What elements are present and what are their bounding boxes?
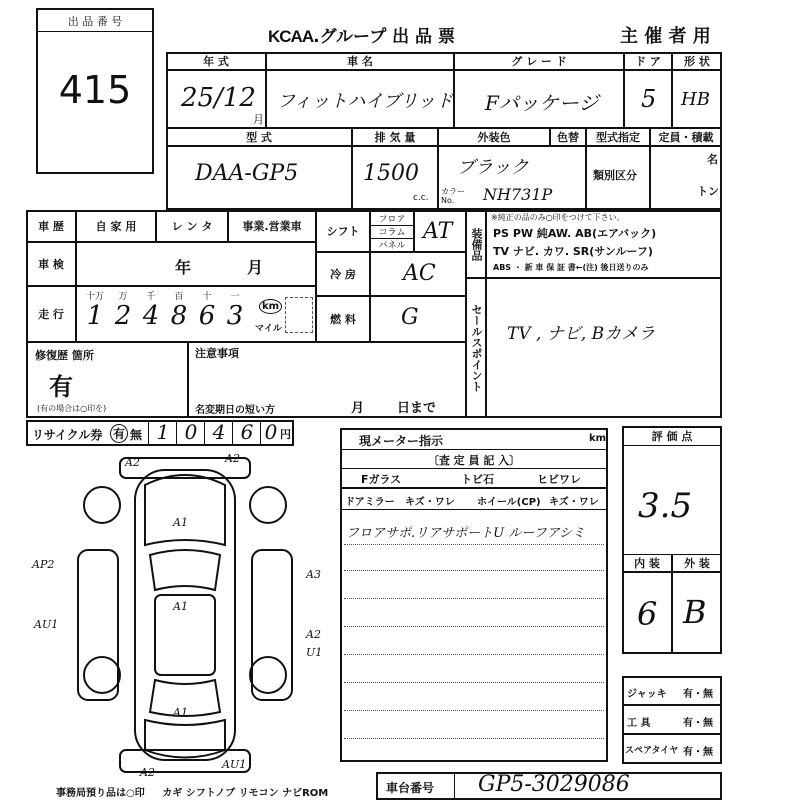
glass-option-chip: トビ石 — [461, 473, 494, 486]
mirror-option: キズ・ワレ — [405, 497, 455, 508]
grade-value: Fパッケージ — [485, 91, 599, 115]
interior-cell — [622, 572, 672, 654]
ac-label: 冷 房 — [316, 252, 370, 296]
sales-text: TV , ナビ, Bカメラ — [507, 324, 656, 344]
capacity-unit-ton: トン — [697, 185, 719, 198]
exterior-rating-label: 外 装 — [672, 554, 722, 572]
meter-row — [340, 428, 608, 450]
deadline-month: 月 — [351, 401, 365, 416]
fuel-label: 燃 料 — [316, 296, 370, 342]
chassis-divider — [454, 774, 455, 798]
damage-mark: A1 — [173, 600, 188, 613]
damage-mark: AU1 — [222, 758, 247, 771]
model-cell — [166, 146, 352, 210]
recycle-digit: 4 — [204, 420, 233, 444]
exterior-cell — [672, 572, 722, 654]
ruled-line — [344, 682, 604, 683]
wheel-rear-left — [84, 657, 120, 693]
shift-column: コラム — [371, 225, 413, 239]
history-business-option: 事業.営業車 — [228, 210, 316, 242]
office-items: カギ シフトノブ リモコン ナビROM — [162, 788, 329, 799]
damage-mark: A3 — [306, 568, 321, 581]
recycle-digit: 1 — [148, 420, 177, 444]
exterior-cell — [438, 146, 586, 210]
accessory-value: 有・無 — [683, 718, 713, 729]
mileage-unit: 百 — [174, 292, 184, 302]
accessory-label: ジャッキ — [627, 689, 667, 700]
mileage-digit: 6 — [198, 301, 216, 331]
history-rental-option: レ ン タ — [156, 210, 228, 242]
color-code-label: カラー No. — [441, 187, 465, 205]
shift-floor: フロア — [371, 212, 413, 226]
ac-value-cell — [370, 252, 466, 296]
repair-value: 有 — [49, 373, 73, 401]
mileage-unit: 十万 — [85, 292, 104, 302]
fuel-value-cell — [370, 296, 466, 342]
fuel-value: G — [401, 305, 419, 330]
shift-label: シフト — [316, 210, 370, 252]
lot-label: 出 品 番 号 — [38, 10, 152, 32]
damage-mark: A2 — [125, 456, 140, 469]
ac-value: AC — [403, 261, 436, 286]
damage-mark: AP2 — [32, 558, 55, 571]
name-cell — [266, 70, 454, 128]
equipment-note: ※純正の品のみ○印をつけて下さい。 — [491, 213, 625, 222]
meter-unit: km — [589, 433, 607, 444]
ruled-line — [344, 626, 604, 627]
accessory-label: スペアタイヤ — [625, 746, 679, 756]
damage-mark: A1 — [173, 516, 188, 529]
recycle-digit: 0 — [176, 420, 205, 444]
sales-cell — [486, 278, 722, 418]
inspector-section-label: 〔査 定 員 記 入〕 — [427, 454, 521, 467]
accessory-value: 有・無 — [683, 689, 713, 700]
repair-label: 修復歴 箇所 — [35, 349, 94, 362]
mirror-label: ドアミラー — [345, 497, 395, 508]
accessory-row — [622, 734, 722, 764]
shift-value-cell — [414, 210, 466, 252]
mile-label: マイル — [255, 324, 282, 334]
lot-number-box — [36, 8, 154, 174]
exterior-value: B — [683, 593, 707, 631]
repair-cell — [26, 342, 188, 418]
car-damage-diagram — [30, 450, 340, 780]
exterior-value: ブラック — [457, 157, 529, 178]
mileage-unit: 一 — [230, 292, 240, 302]
glass-option-crack: ヒビワレ — [537, 473, 581, 486]
notes-label: 注意事項 — [195, 347, 239, 360]
mileage-label: 走 行 — [26, 286, 76, 342]
recycle-box — [26, 420, 294, 446]
type-spec-cell — [586, 146, 650, 210]
repair-hint: (有の場合は○印を) — [37, 404, 107, 413]
name-value: フィットハイブリッド — [277, 91, 454, 112]
ruled-line — [344, 598, 604, 599]
chassis-label: 車台番号 — [386, 781, 435, 795]
grade-cell — [454, 70, 624, 128]
mileage-blank-box — [285, 297, 313, 333]
damage-mark: A2 — [306, 628, 321, 641]
equipment-line2: TV ナビ. カワ. SR(サンルーフ) — [493, 245, 653, 258]
recycle-digit: 0 — [260, 420, 281, 444]
mileage-unit: 万 — [118, 292, 128, 302]
mileage-cell — [76, 286, 316, 342]
mirror-row — [340, 488, 608, 510]
shape-cell — [672, 70, 722, 128]
km-label: km — [259, 299, 282, 314]
ruled-line — [344, 544, 604, 545]
doors-value: 5 — [641, 85, 657, 113]
engine-unit: c.c. — [413, 193, 429, 203]
equipment-label: 装備品 — [466, 210, 486, 278]
engine-value: 1500 — [363, 161, 419, 186]
mileage-digit: 4 — [142, 301, 160, 331]
mileage-unit: 十 — [202, 292, 212, 302]
deadline-day: 日まで — [397, 401, 437, 416]
ruled-line — [344, 570, 604, 571]
glass-label: Fガラス — [361, 473, 402, 486]
accessory-row — [622, 705, 722, 734]
color-change-label: 色替 — [550, 128, 586, 146]
lot-number: 415 — [58, 68, 132, 112]
damage-mark: A1 — [173, 706, 188, 719]
shift-options — [370, 210, 414, 252]
year-label: 年 式 — [166, 52, 266, 70]
damage-mark: AU1 — [34, 618, 59, 631]
car-windshield — [150, 550, 220, 590]
history-label: 車 歴 — [26, 210, 76, 242]
inspection-year: 年 — [175, 258, 192, 277]
form-title: .グループ 出 品 票 — [313, 27, 455, 47]
ruled-line — [344, 710, 604, 711]
shape-value: HB — [681, 89, 710, 110]
doors-cell — [624, 70, 672, 128]
damage-mark: A2 — [140, 766, 155, 779]
mileage-digit: 3 — [226, 301, 244, 331]
history-private-text: 自 家 用 — [95, 220, 137, 233]
accessory-value: 有・無 — [683, 747, 713, 758]
header-title — [268, 22, 455, 47]
wheel-option: キズ・ワレ — [549, 497, 599, 508]
recycle-yes: 有 — [110, 424, 128, 443]
rating-score: 3.5 — [638, 486, 693, 526]
mileage-digit: 8 — [170, 301, 188, 331]
capacity-cell — [650, 146, 722, 210]
wheel-front-right — [250, 487, 286, 523]
usage-label: 主 催 者 用 — [620, 26, 711, 47]
year-value: 25/12 — [181, 83, 256, 113]
interior-label: 内 装 — [622, 554, 672, 572]
shape-label: 形 状 — [672, 52, 722, 70]
glass-row — [340, 468, 608, 488]
capacity-label: 定員・積載 — [650, 128, 722, 146]
damage-mark: U1 — [306, 646, 323, 659]
mileage-digit: 2 — [114, 301, 132, 331]
year-cell — [166, 70, 266, 128]
model-value: DAA-GP5 — [195, 161, 299, 186]
car-trunk — [145, 720, 225, 758]
shift-panel: パネル — [378, 241, 406, 251]
footer-office-note — [56, 784, 328, 799]
car-hood — [145, 475, 225, 545]
equipment-line1: PS PW 純AW. AB(エアバック) — [493, 227, 657, 240]
exterior-label: 外装色 — [438, 128, 550, 146]
engine-label: 排 気 量 — [352, 128, 438, 146]
mileage-digit: 1 — [86, 301, 104, 331]
mileage-unit: 千 — [146, 292, 156, 302]
recycle-digit: 6 — [232, 420, 261, 444]
deadline-label: 名変期日の短い方 — [195, 405, 275, 416]
ruled-line — [344, 738, 604, 739]
chassis-box — [376, 772, 722, 800]
accessory-label: 工 具 — [627, 718, 651, 729]
chassis-value: GP5-3029086 — [478, 772, 630, 797]
notes-cell — [188, 342, 466, 418]
accessory-row — [622, 676, 722, 705]
doors-label: ド ア — [624, 52, 672, 70]
wheel-label: ホイール(CP) — [477, 497, 541, 508]
engine-cell — [352, 146, 438, 210]
interior-value: 6 — [637, 595, 658, 633]
color-code-value: NH731P — [483, 185, 553, 204]
inspector-remark: フロアサポ.リアサポートU ルーフアシミ — [346, 526, 586, 541]
shift-value: AT — [423, 219, 453, 244]
recycle-no: 無 — [130, 428, 143, 442]
inspection-cell — [76, 242, 316, 286]
month-suffix: 月 — [253, 113, 264, 126]
equipment-cell — [486, 210, 722, 278]
name-label: 車 名 — [266, 52, 454, 70]
wheel-rear-right — [250, 657, 286, 693]
class-label: 類別区分 — [593, 169, 637, 182]
grade-label: グ レ ー ド — [454, 52, 624, 70]
type-spec-label: 型式指定 — [586, 128, 650, 146]
recycle-label: リサイクル券 — [32, 428, 103, 442]
model-label: 型 式 — [166, 128, 352, 146]
brand-logo: KCAA — [268, 27, 314, 46]
meter-label: 現メーター指示 — [359, 434, 444, 448]
recycle-yen: 円 — [280, 428, 291, 441]
damage-mark: A2 — [225, 452, 240, 465]
inspection-month: 月 — [247, 258, 264, 277]
wheel-front-left — [84, 487, 120, 523]
inspection-label: 車 検 — [26, 242, 76, 286]
ruled-line — [344, 654, 604, 655]
rating-label: 評 価 点 — [622, 426, 722, 446]
history-private-option — [76, 210, 156, 242]
office-label: 事務局預り品は○印 — [56, 788, 145, 799]
equipment-line3: ABS ・ 新 車 保 証 書←(注) 後日送りのみ — [493, 263, 649, 272]
capacity-unit-people: 名 — [707, 153, 718, 166]
sales-label: セールスポイント — [466, 278, 486, 418]
